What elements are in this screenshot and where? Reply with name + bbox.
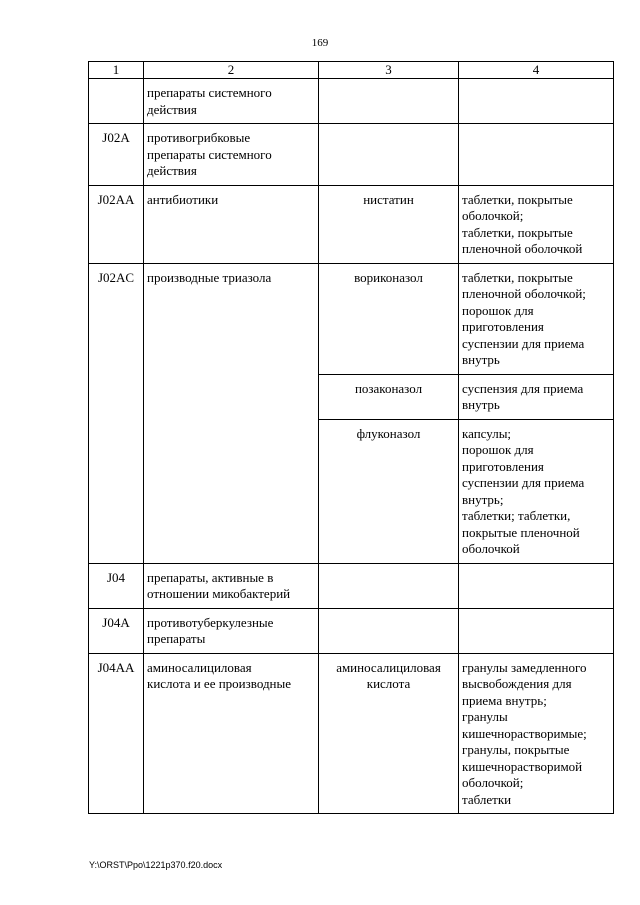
dosage-form-cell [459,79,614,124]
inn-cell [319,79,459,124]
inn-cell: нистатин [319,185,459,263]
group-cell: противотуберкулезные препараты [144,608,319,653]
atc-code-cell: J02AC [89,263,144,563]
table-row [89,653,614,814]
inn-cell: вориконазол [319,263,459,374]
atc-code-cell [89,79,144,124]
group-cell: противогрибковые препараты системного действия [144,124,319,186]
atc-code-cell: J02A [89,124,144,186]
dosage-form-cell [459,563,614,608]
column-header-3: 3 [319,62,459,79]
page-number: 169 [311,37,329,49]
inn-cell [319,124,459,186]
dosage-form-cell: суспензия для приема внутрь [459,374,614,419]
table-row [89,79,614,124]
drug-table [88,61,614,814]
table-row [89,563,614,608]
dosage-form-cell: таблетки, покрытые пленочной оболочкой; порошок для приготовления суспензии для приема внутрь [459,263,614,374]
group-cell: антибиотики [144,185,319,263]
dosage-form-cell [459,124,614,186]
inn-cell: флуконазол [319,419,459,563]
inn-cell: позаконазол [319,374,459,419]
table-row [89,608,614,653]
inn-cell [319,563,459,608]
inn-cell: аминосалициловая кислота [319,653,459,814]
column-header-4: 4 [459,62,614,79]
group-cell: препараты, активные в отношении микобактерий [144,563,319,608]
atc-code-cell: J04AA [89,653,144,814]
document-path-footer: Y:\ORST\Ppo\1221p370.f20.docx [89,860,223,870]
group-cell: препараты системного действия [144,79,319,124]
column-header-2: 2 [144,62,319,79]
group-cell: аминосалициловая кислота и ее производные [144,653,319,814]
table-header-row [89,62,614,79]
atc-code-cell: J04A [89,608,144,653]
inn-cell [319,608,459,653]
dosage-form-cell: таблетки, покрытые оболочкой; таблетки, покрытые пленочной оболочкой [459,185,614,263]
dosage-form-cell [459,608,614,653]
dosage-form-cell: капсулы; порошок для приготовления суспензии для приема внутрь; таблетки; таблетки, покрытые пленочной оболочкой [459,419,614,563]
column-header-1: 1 [89,62,144,79]
dosage-form-cell: гранулы замедленного высвобождения для приема внутрь; гранулы кишечнорастворимые; гранулы, покрытые кишечнорастворимой оболочкой; таблетки [459,653,614,814]
table-row [89,263,614,374]
atc-code-cell: J02AA [89,185,144,263]
table-row [89,185,614,263]
group-cell: производные триазола [144,263,319,563]
table-row [89,124,614,186]
atc-code-cell: J04 [89,563,144,608]
